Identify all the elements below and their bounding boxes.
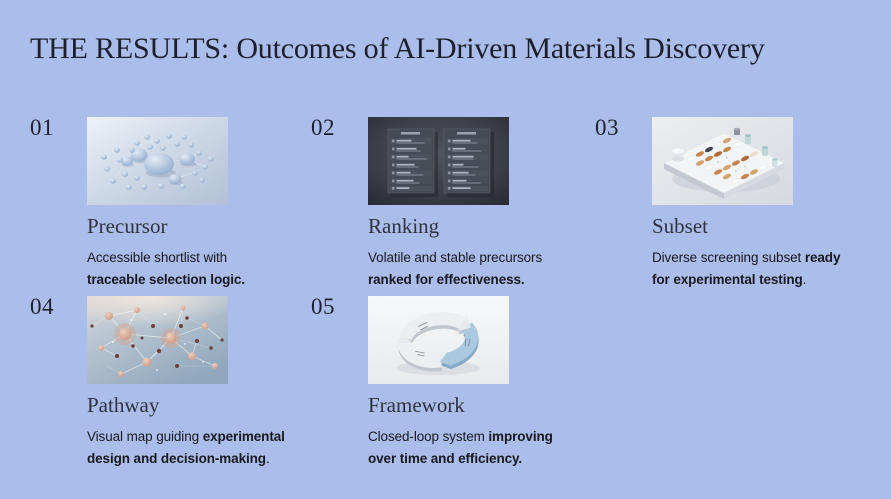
item-number: 02 bbox=[311, 115, 335, 140]
item-description: Closed-loop system improving over time and efficiency. bbox=[368, 429, 553, 466]
item-number: 05 bbox=[311, 294, 335, 319]
item-heading: Ranking bbox=[368, 214, 440, 238]
item-description: Diverse screening subset ready for experimental testing. bbox=[652, 250, 841, 287]
item-description: Volatile and stable precursors ranked for effectiveness. bbox=[368, 250, 543, 287]
result-item-framework bbox=[311, 296, 583, 469]
slide-title: THE RESULTS: Outcomes of AI-Driven Materials Discovery bbox=[30, 32, 765, 65]
item-number: 01 bbox=[30, 115, 54, 140]
item-number: 03 bbox=[595, 115, 619, 140]
subset-screening-tray-3d-image bbox=[652, 117, 793, 205]
item-description: Accessible shortlist with traceable selection logic. bbox=[87, 250, 245, 287]
item-heading: Pathway bbox=[87, 393, 160, 417]
result-item-precursor bbox=[30, 117, 302, 290]
result-item-ranking bbox=[311, 117, 583, 290]
result-item-pathway bbox=[30, 296, 302, 469]
pathway-molecular-network-image bbox=[87, 296, 228, 384]
item-number: 04 bbox=[30, 294, 54, 319]
ranking-dark-list-panels-3d-image bbox=[368, 117, 509, 205]
framework-closed-loop-arrows-3d-image bbox=[368, 296, 509, 384]
item-heading: Precursor bbox=[87, 214, 168, 238]
precursor-droplet-network-3d-image bbox=[87, 117, 228, 205]
result-item-subset bbox=[595, 117, 867, 290]
item-heading: Subset bbox=[652, 214, 709, 238]
item-heading: Framework bbox=[368, 393, 465, 417]
item-description: Visual map guiding experimental design and decision-making. bbox=[87, 429, 285, 466]
